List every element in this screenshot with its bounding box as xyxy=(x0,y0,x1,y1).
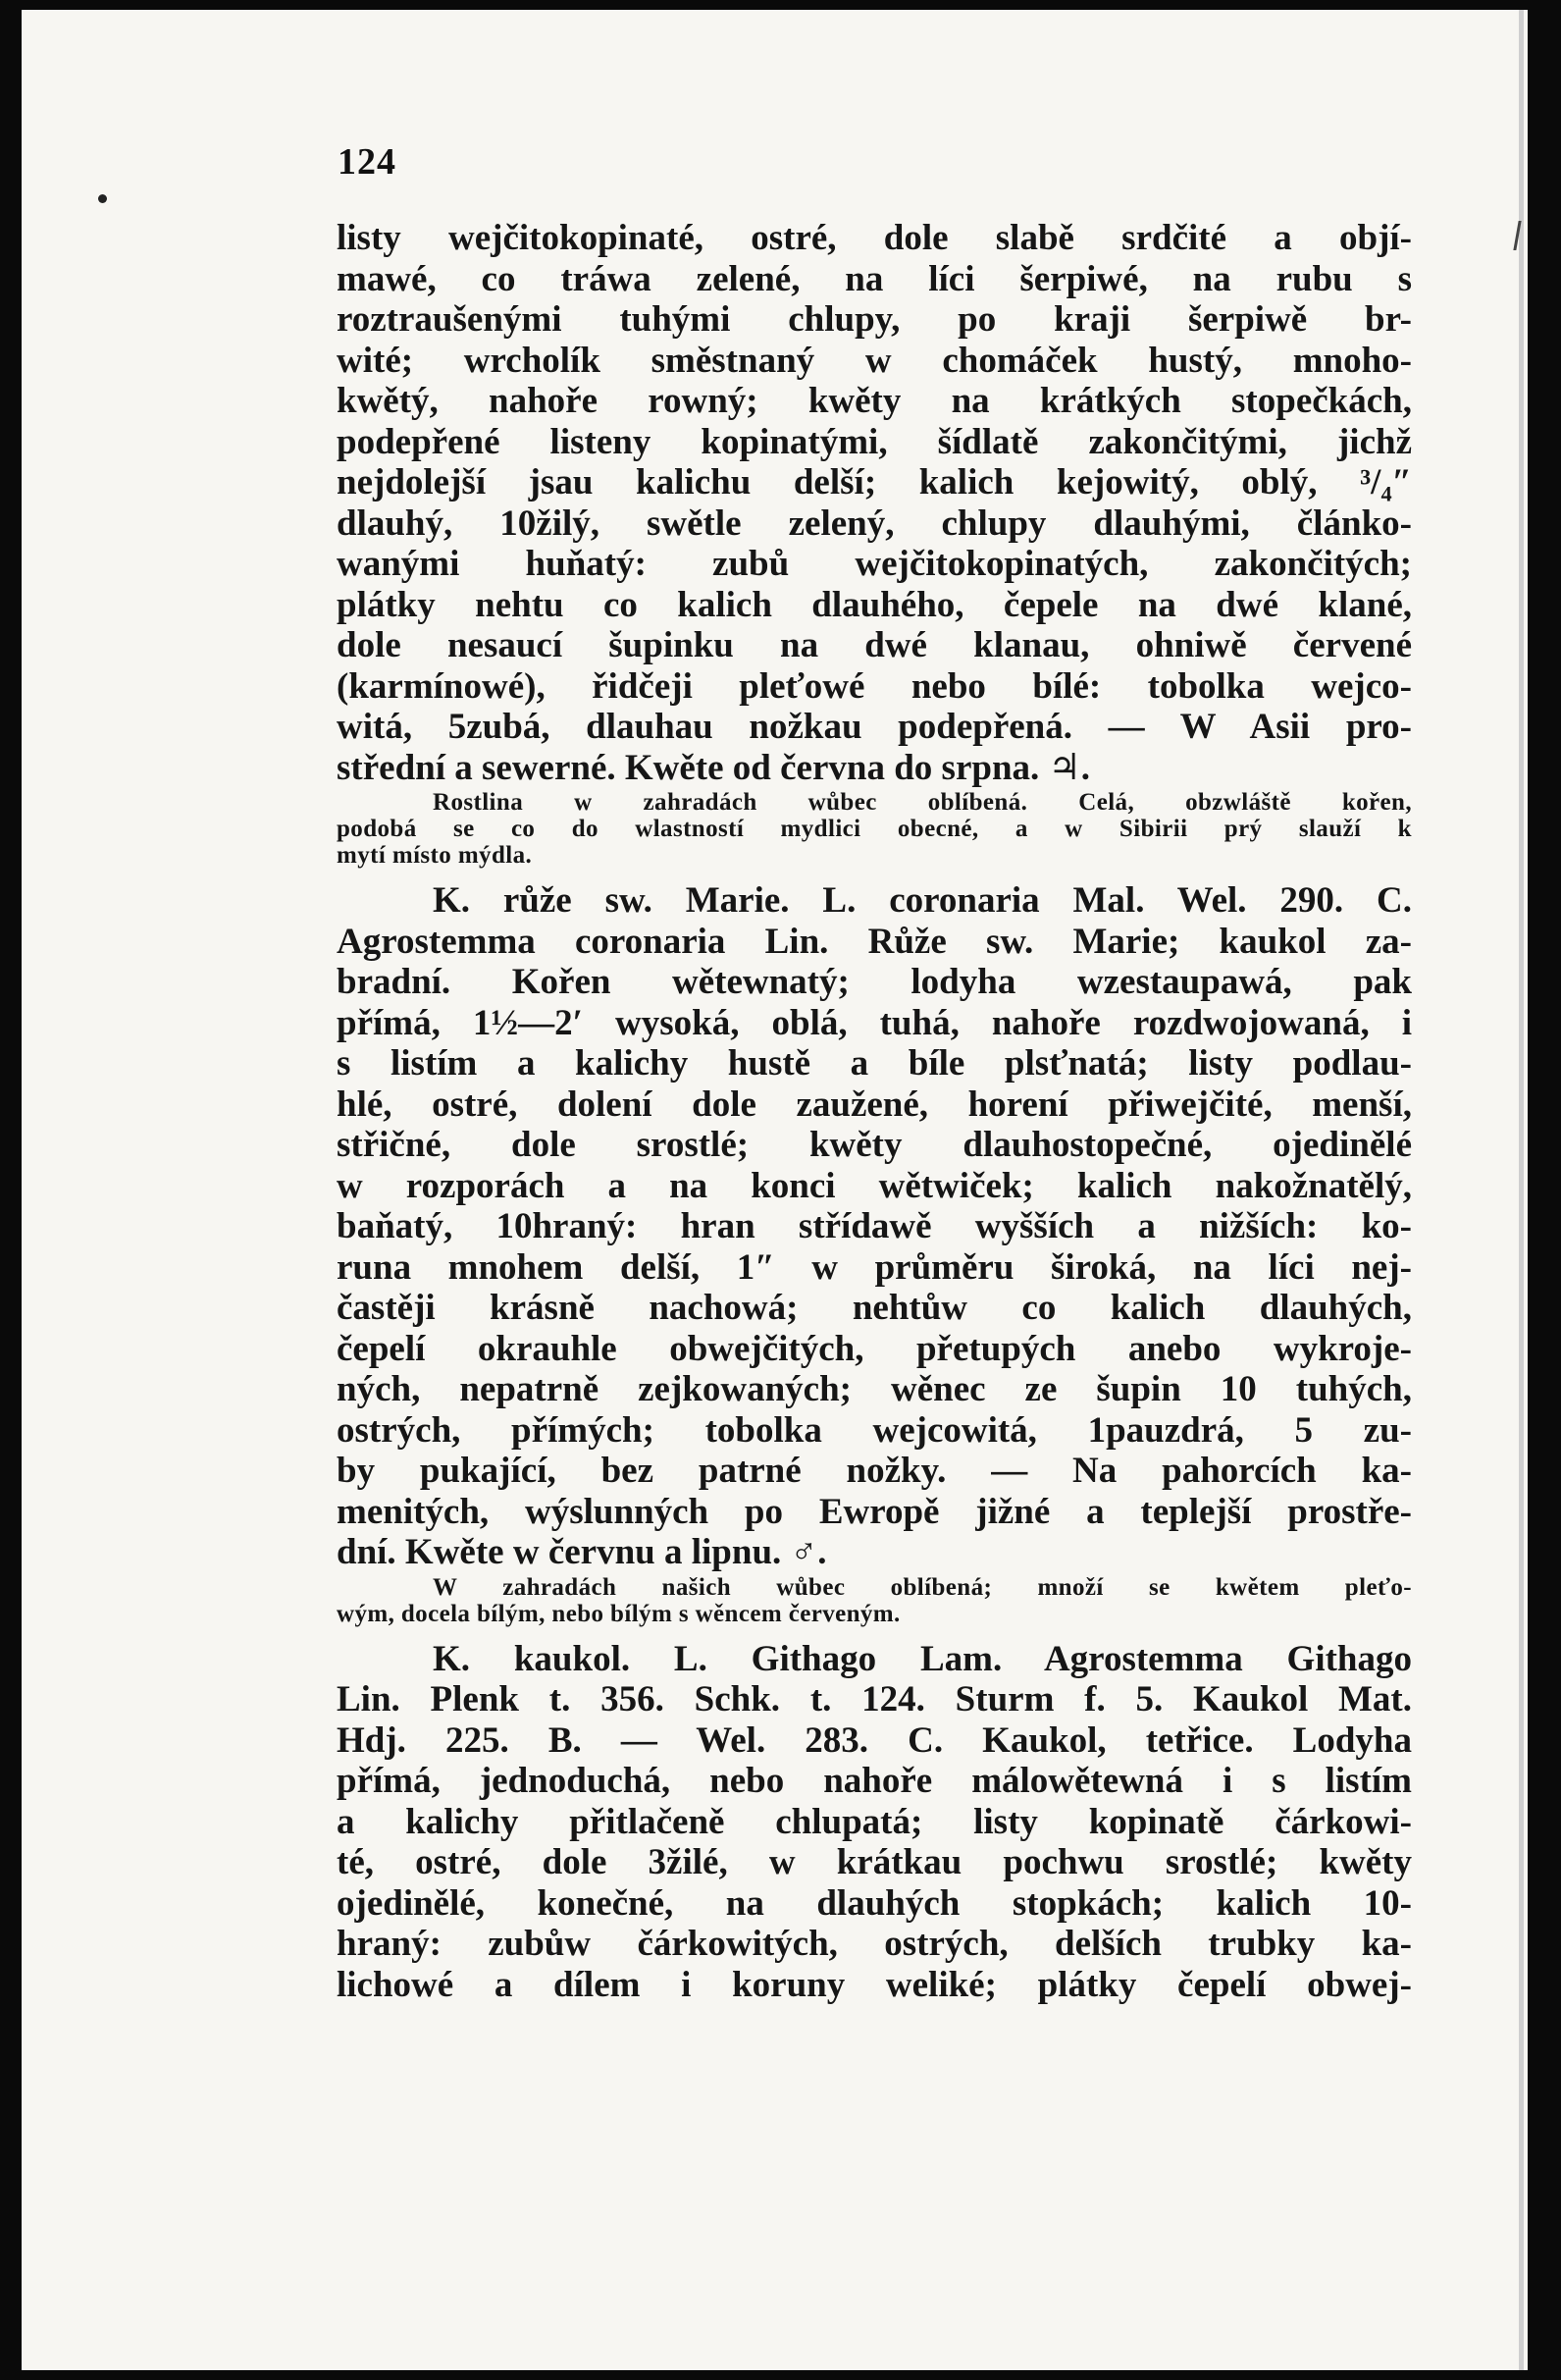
text-line: hraný: zubůw čárkowitých, ostrých, delších trubky ka- xyxy=(337,1924,1412,1964)
text-line: by pukající, bez patrné nožky. — Na pahorcích ka- xyxy=(337,1451,1412,1491)
note-line: W zahradách našich wůbec oblíbená; množí se kwětem pleťo- xyxy=(433,1573,1412,1601)
margin-dot xyxy=(98,194,107,203)
note-line: mytí místo mýdla. xyxy=(337,842,533,869)
text-line: roztraušenými tuhými chlupy, po kraji šerpiwě br- xyxy=(337,299,1412,340)
paragraph-3 xyxy=(337,1639,1412,2006)
text-line: listy wejčitokopinaté, ostré, dole slabě srdčité a objí- xyxy=(337,218,1412,258)
text-line: menitých, wýslunných po Ewropě jižné a teplejší prostře- xyxy=(337,1491,1412,1532)
text-line: mawé, co tráwa zelené, na líci šerpiwé, na rubu s xyxy=(337,258,1412,299)
text-line: K. kaukol. L. Githago Lam. Agrostemma Githago xyxy=(433,1638,1412,1679)
text-line: častěji krásně nachowá; nehtůw co kalich dlauhých, xyxy=(337,1288,1412,1328)
text-line: Lin. Plenk t. 356. Schk. t. 124. Sturm f. 5. Kaukol Mat. xyxy=(337,1679,1412,1719)
note-line: podobá se co do wlastností mydlici obecné, a w Sibirii prý slauží k xyxy=(337,816,1412,842)
text-line: podepřené listeny kopinatými, šídlatě zakončitými, jichž xyxy=(337,421,1412,462)
text-line: w rozporách a na konci wětwiček; kalich nakožnatělý, xyxy=(337,1165,1412,1206)
page-edge-shadow xyxy=(1519,10,1524,2370)
text-line: kwětý, nahoře rowný; kwěty na krátkých stopečkách, xyxy=(337,381,1412,421)
text-line: plátky nehtu co kalich dlauhého, čepele na dwé klané, xyxy=(337,584,1412,625)
text-line: bradní. Kořen wětewnatý; lodyha wzestaupawá, pak xyxy=(337,962,1412,1002)
text-line: té, ostré, dole 3žilé, w krátkau pochwu srostlé; kwěty xyxy=(337,1842,1412,1882)
text-line: ojedinělé, konečné, na dlauhých stopkách; kalich 10- xyxy=(337,1882,1412,1924)
text-line: a kalichy přitlačeně chlupatá; listy kopinatě čárkowi- xyxy=(337,1801,1412,1842)
note-2 xyxy=(337,1574,1412,1627)
text-line: dní. Kwěte w červnu a lipnu. ♂. xyxy=(337,1532,827,1572)
text-line: runa mnohem delší, 1″ w průměru široká, na líci nej- xyxy=(337,1246,1412,1288)
text-line: (karmínowé), řidčeji pleťowé nebo bílé: tobolka wejco- xyxy=(337,665,1412,707)
text-line: čepelí okrauhle obwejčitých, přetupých anebo wykroje- xyxy=(337,1328,1412,1369)
text-line: s listím a kalichy hustě a bíle plsťnatá; listy podlau- xyxy=(337,1043,1412,1084)
note-line: Rostlina w zahradách wůbec oblíbená. Celá, obzwláště kořen, xyxy=(433,789,1412,816)
text-line: witá, 5zubá, dlauhau nožkau podepřená. — W Asii pro- xyxy=(337,707,1412,747)
text-line: Agrostemma coronaria Lin. Růže sw. Marie; kaukol za- xyxy=(337,921,1412,962)
text-line: wanými huňatý: zubů wejčitokopinatých, zakončitých; xyxy=(337,544,1412,584)
text-line: wité; wrcholík směstnaný w chomáček hustý, mnoho- xyxy=(337,340,1412,381)
text-line: dole nesaucí šupinku na dwé klanau, ohniwě červené xyxy=(337,625,1412,665)
paragraph-1 xyxy=(337,218,1412,788)
text-line: baňatý, 10hraný: hran střídawě wyšších a nižších: ko- xyxy=(337,1206,1412,1246)
text-line: dlauhý, 10žilý, swětle zelený, chlupy dlauhými, článko- xyxy=(337,502,1412,544)
text-line: hlé, ostré, dolení dole zaužené, horení přiwejčité, menší, xyxy=(337,1084,1412,1125)
text-line: nejdolejší jsau kalichu delší; kalich kejowitý, oblý, ³/₄″ xyxy=(337,462,1412,502)
paragraph-2 xyxy=(337,880,1412,1573)
text-line: Hdj. 225. B. — Wel. 283. C. Kaukol, tetřice. Lodyha xyxy=(337,1719,1412,1761)
note-line: wým, docela bílým, nebo bílým s wěncem červeným. xyxy=(337,1600,901,1627)
body-text xyxy=(337,218,1412,2005)
note-1 xyxy=(337,789,1412,869)
text-line: ných, nepatrně zejkowaných; wěnec ze šupin 10 tuhých, xyxy=(337,1369,1412,1409)
text-line: lichowé a dílem i koruny weliké; plátky čepelí obwej- xyxy=(337,1964,1412,2005)
text-line: přímá, 1½—2′ wysoká, oblá, tuhá, nahoře rozdwojowaná, i xyxy=(337,1002,1412,1043)
text-line: přímá, jednoduchá, nebo nahoře málowětewná i s listím xyxy=(337,1761,1412,1801)
text-line: střední a sewerné. Kwěte od června do srpna. ♃. xyxy=(337,747,1090,788)
text-line: K. růže sw. Marie. L. coronaria Mal. Wel. 290. C. xyxy=(433,880,1412,921)
text-line: ostrých, přímých; tobolka wejcowitá, 1pauzdrá, 5 zu- xyxy=(337,1409,1412,1451)
page-number: 124 xyxy=(338,141,396,183)
text-line: střičné, dole srostlé; kwěty dlauhostopečné, ojedinělé xyxy=(337,1125,1412,1165)
